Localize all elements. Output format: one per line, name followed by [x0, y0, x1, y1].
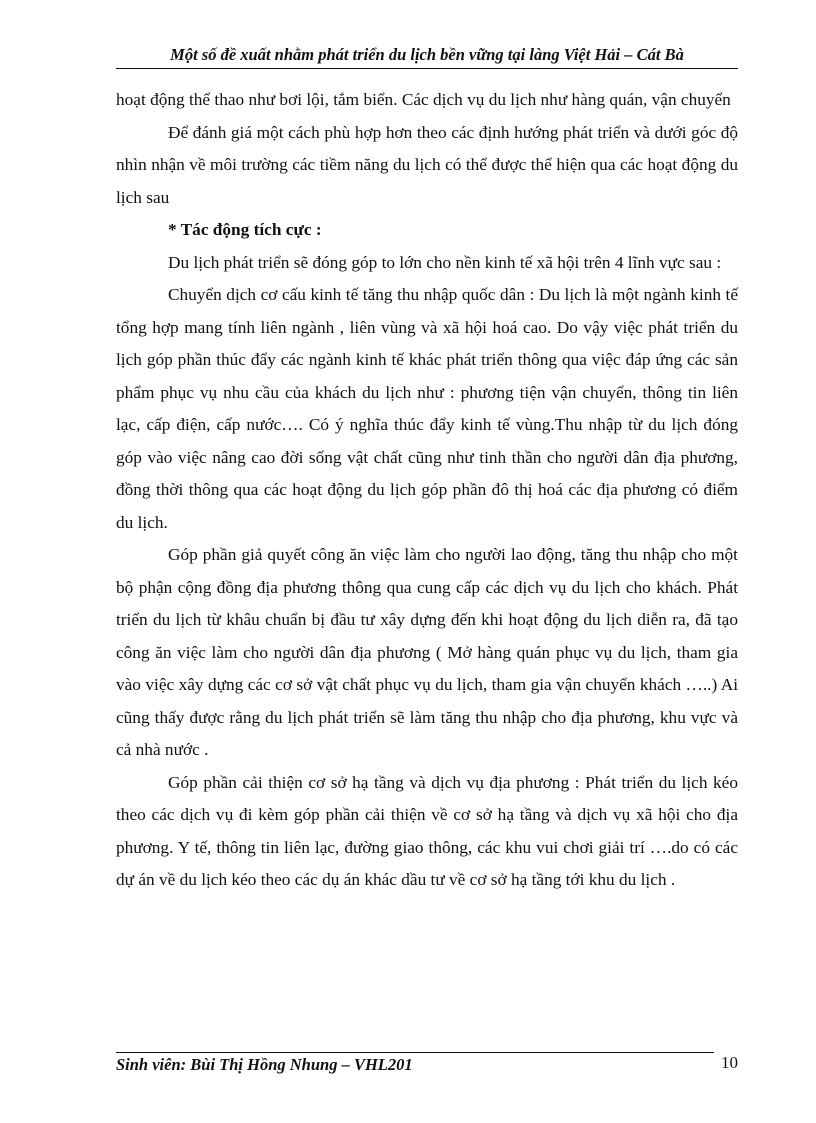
paragraph-employment: Góp phần giả quyết công ăn việc làm cho người lao động, tăng thu nhập cho một bộ phận cộng đồng địa phương thông qua cung cấp các dịch vụ du lịch cho khách. Phát triển du lịch từ khâu chuẩn bị đầu tư xây dựng đến khi hoạt động du lịch diễn ra, đã tạo công ăn việc làm cho người dân địa phương ( Mở hàng quán phục vụ du lịch, tham gia vào việc xây dựng các cơ sở vật chất phục vụ du lịch, tham gia vận chuyển khách …..) Ai cũng thấy được rằng du lịch phát triển sẽ làm tăng thu nhập cho địa phương, khu vực và cả nhà nước . [116, 545, 738, 759]
footer-author: Sinh viên: Bùi Thị Hồng Nhung – VHL201 [116, 1055, 413, 1074]
page-header-title: Một số đề xuất nhằm phát triển du lịch bền vững tại làng Việt Hải – Cát Bà [170, 45, 684, 64]
section-heading-positive-impacts: * Tác động tích cực : [168, 220, 322, 239]
page-number: 10 [721, 1053, 738, 1072]
paragraph-four-areas: Du lịch phát triển sẽ đóng góp to lớn cho nền kinh tế xã hội trên 4 lĩnh vực sau : [168, 252, 722, 272]
paragraph-economic-structure: Chuyển dịch cơ cấu kinh tế tăng thu nhập quốc dân : Du lịch là một ngành kinh tế tổng hợp mang tính liên ngành , liên vùng và xã hội hoá cao. Do vậy việc phát triển du lịch góp phần thúc đẩy các ngành kinh tế khác phát triển thông qua việc đáp ứng các sản phẩm phục vụ nhu cầu của khách du lịch như : phương tiện vận chuyển, thông tin liên lạc, cấp điện, cấp nước…. Có ý nghĩa thúc đẩy kinh tế vùng.Thu nhập từ du lịch đóng góp vào việc nâng cao đời sống vật chất cũng như tinh thần cho người dân địa phương, đồng thời thông qua các hoạt động du lịch góp phần đô thị hoá các địa phương có điểm du lịch. [116, 285, 738, 532]
paragraph-continuation: hoạt động thể thao như bơi lội, tắm biển. Các dịch vụ du lịch như hàng quán, vận chuyển [116, 90, 731, 109]
paragraph-infrastructure: Góp phần cải thiện cơ sở hạ tầng và dịch vụ địa phương : Phát triển du lịch kéo theo các dịch vụ đi kèm góp phần cải thiện về cơ sở hạ tầng và dịch vụ xã hội cho địa phương. Y tế, thông tin liên lạc, đường giao thông, các khu vui chơi giải trí ….do có các dự án về du lịch kéo theo các dụ án khác dầu tư về cơ sở hạ tầng tới khu du lịch . [116, 772, 738, 889]
body-text [116, 84, 738, 897]
footer-divider [116, 1052, 714, 1053]
header-divider [116, 68, 738, 69]
paragraph-assessment: Để đánh giá một cách phù hợp hơn theo các định hướng phát triển và dưới góc độ nhìn nhận về môi trường các tiềm năng du lịch có thể được thể hiện qua các hoạt động du lịch sau [116, 122, 738, 207]
